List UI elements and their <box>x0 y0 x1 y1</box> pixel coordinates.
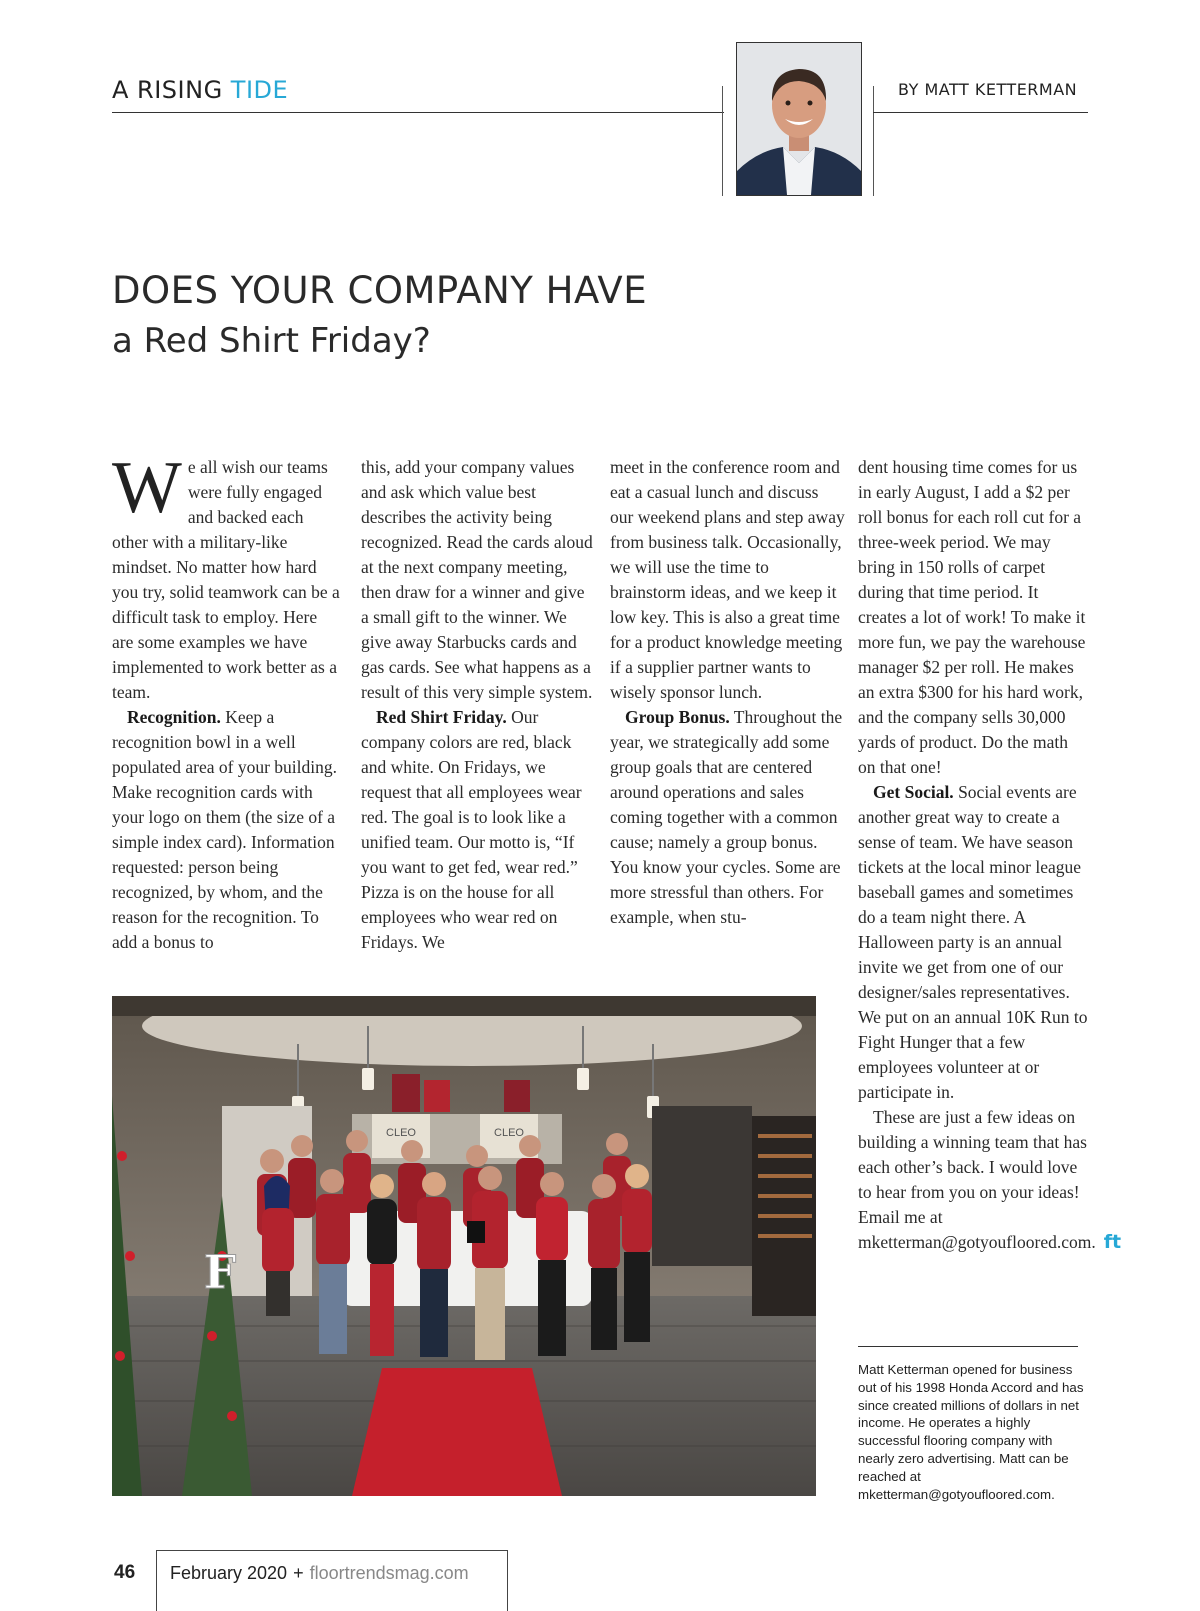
footer-site-link[interactable]: floortrendsmag.com <box>309 1563 469 1583</box>
footer-credit <box>170 1563 469 1584</box>
section-title-prefix: A RISING <box>112 76 231 104</box>
team-photo-illustration <box>112 996 816 1496</box>
social-text: Social events are another great way to create a sense of team. We have season tickets at the local minor league baseball games and sometimes do a team night there. A Halloween party is an annual invite we get from one of our designer/sales representatives. We put on an annual 10K Run to Fight Hunger that a few employees volunteer at or participate in. <box>858 782 1088 1102</box>
social-heading: Get Social. <box>873 782 954 802</box>
header-divider-left <box>722 86 723 196</box>
headline-line-1: DOES YOUR COMPANY HAVE <box>112 269 648 312</box>
header-rule-left <box>112 112 724 113</box>
redshirt-paragraph <box>361 705 596 955</box>
author-portrait <box>736 42 862 196</box>
photo-sign-right: CLEO <box>494 1127 524 1139</box>
recognition-continued: this, add your company values and ask which value best describes the activity being recognized. Read the cards aloud at the next company meeting, then draw for a winner and give a small gift to the winner. We give away Starbucks cards and gas cards. See what happens as a result of this very simple system. <box>361 457 593 702</box>
article-headline <box>112 266 647 366</box>
recognition-heading: Recognition. <box>127 707 221 727</box>
social-paragraph <box>858 780 1088 1105</box>
footer-separator: + <box>293 1563 304 1583</box>
groupbonus-text-1: Throughout the year, we strategically add some group goals that are centered around operations and sales coming together with a common cause; namely a group bonus. You know your cycles. Some are more stressful than others. For example, when stu- <box>610 707 843 927</box>
team-photo <box>112 996 816 1496</box>
bio-divider <box>858 1346 1078 1347</box>
groupbonus-continued: dent housing time comes for us in early August, I add a $2 per roll bonus for each roll cut for a three-week period. We may bring in 150 rolls of carpet during that time period. It creates a lot of work! To make it more fun, we pay the warehouse manager $2 per roll. He makes an extra $300 for his hard work, and the company sells 30,000 yards of product. Do the math on that one! <box>858 457 1086 777</box>
recognition-text-1: Keep a recognition bowl in a well populated area of your building. Make recognition cards with your logo on them (the size of a simple index card). Information requested: person being recognized, by whom, and the reason for the recognition. To add a bonus to <box>112 707 338 952</box>
redshirt-heading: Red Shirt Friday. <box>376 707 507 727</box>
ft-end-mark: ft <box>1103 1231 1122 1253</box>
intro-paragraph <box>112 447 342 705</box>
intro-text: e all wish our teams were fully engaged and backed each other with a military-like mindset. No matter how hard you try, solid teamwork can be a difficult task to employ. Here are some examples we have implemented to work better as a team. <box>112 457 340 702</box>
drop-cap: W <box>112 447 182 529</box>
redshirt-continued: meet in the conference room and eat a casual lunch and discuss our weekend plans and step away from business talk. Occasionally, we will use the time to brainstorm ideas, and we keep it low key. This is also a great time for a product knowledge meeting if a supplier partner wants to wisely sponsor lunch. <box>610 457 845 702</box>
headline-line-2: a Red Shirt Friday? <box>112 321 431 361</box>
groupbonus-heading: Group Bonus. <box>625 707 730 727</box>
byline: BY MATT KETTERMAN <box>898 80 1078 99</box>
article-column-4 <box>858 455 1122 1255</box>
footer-issue: February 2020 <box>170 1563 288 1583</box>
section-title-accent: TIDE <box>230 76 289 104</box>
recognition-paragraph <box>112 705 342 955</box>
author-bio: Matt Ketterman opened for business out of his 1998 Honda Accord and has since created millions of dollars in net income. He operates a highly successful flooring company with nearly zero advertising. Matt can be reached at mketterman@gotyoufloored.com. <box>858 1362 1084 1502</box>
article-column-3 <box>610 455 846 930</box>
header-divider-right <box>873 86 874 196</box>
photo-sign-left: CLEO <box>386 1127 416 1139</box>
article-column-2 <box>361 455 596 955</box>
redshirt-text-1: Our company colors are red, black and white. On Fridays, we request that all employees wear red. The goal is to look like a unified team. Our motto is, “If you want to get fed, wear red.” Pizza is on the house for all employees who wear red on Fridays. We <box>361 707 582 952</box>
closing-paragraph <box>858 1105 1122 1255</box>
page-number: 46 <box>114 1562 136 1583</box>
closing-text: These are just a few ideas on building a winning team that has each other’s back. I would love to hear from you on your ideas! Email me at mketterman@gotyoufloored.com. <box>858 1107 1096 1252</box>
section-title <box>112 76 288 104</box>
article-column-1 <box>112 447 342 955</box>
photo-letter-decor: F <box>203 1245 237 1299</box>
author-portrait-icon <box>737 43 861 195</box>
header-rule-right <box>873 112 1088 113</box>
groupbonus-paragraph <box>610 705 846 930</box>
